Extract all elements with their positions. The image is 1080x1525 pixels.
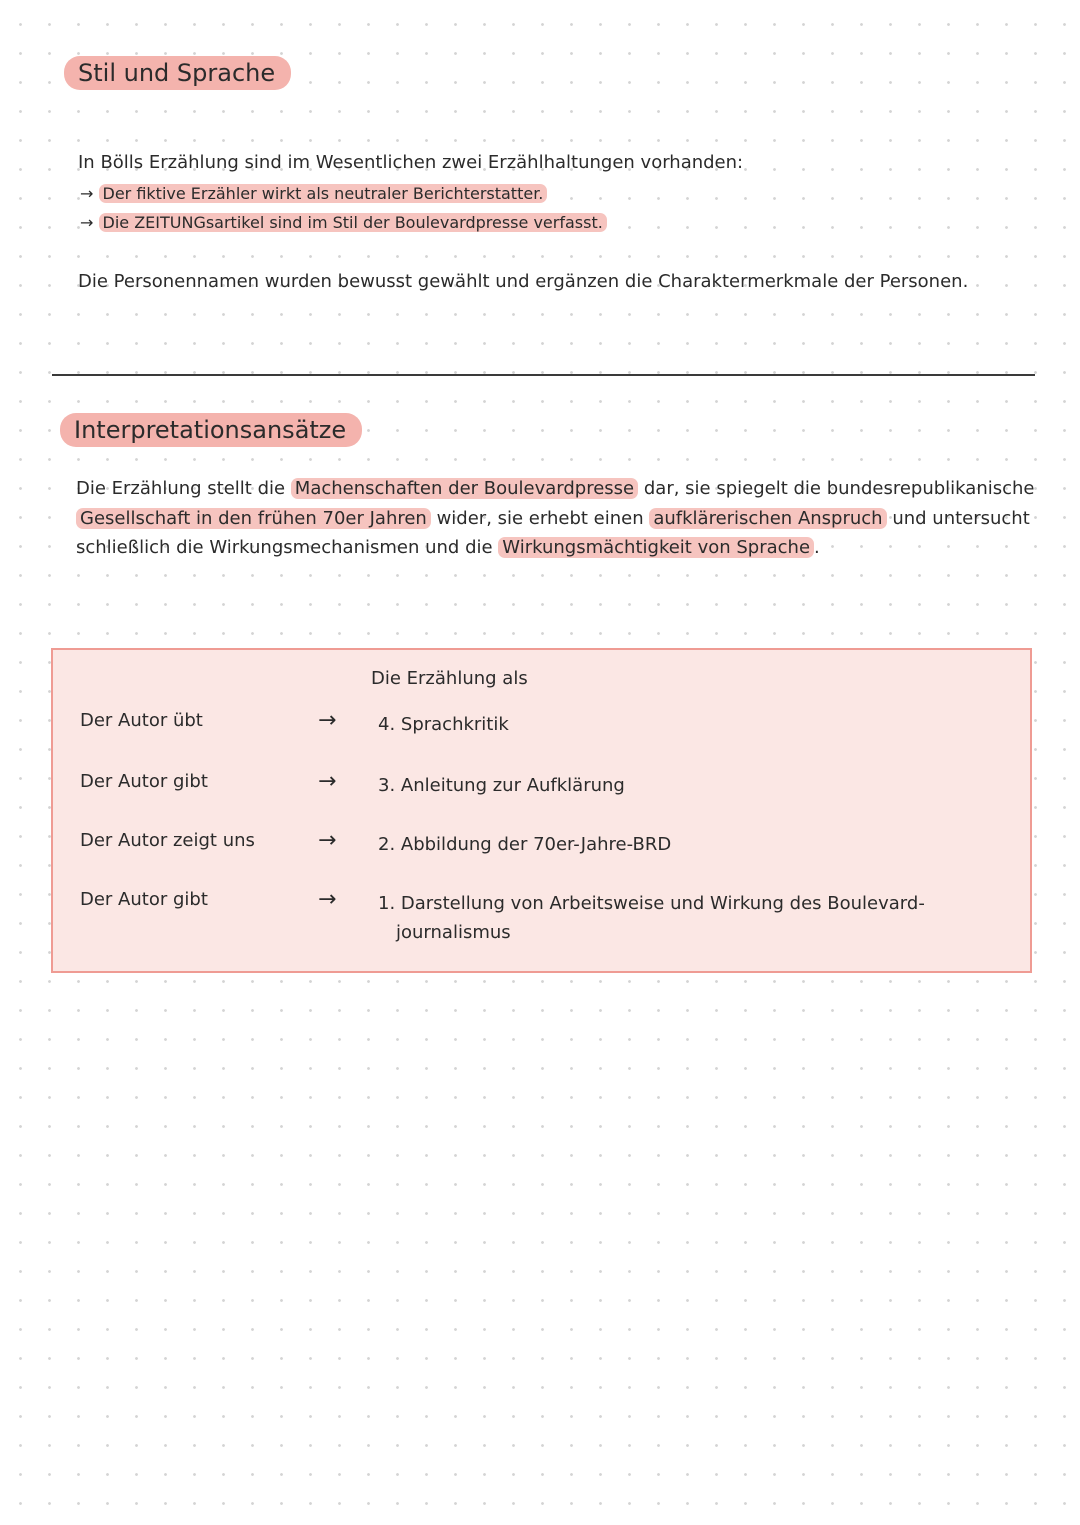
bullet-text: Der fiktive Erzähler wirkt als neutraler Berichterstatter. <box>99 184 548 203</box>
row-right-continuation: journalismus <box>396 922 511 943</box>
highlighted-text: aufklärerischen Anspruch <box>649 508 886 529</box>
row-right-text <box>378 889 1018 947</box>
bullet-text: Die ZEITUNGsartikel sind im Stil der Boulevardpresse verfasst. <box>99 213 607 232</box>
bullet-item <box>80 208 607 237</box>
names-text: Die Personennamen wurden bewusst gewählt und ergänzen die Charaktermerkmale der Personen. <box>78 271 969 292</box>
intro-text: In Bölls Erzählung sind im Wesentlichen zwei Erzählhaltungen vorhanden: <box>78 152 744 173</box>
highlighted-text: Wirkungsmächtigkeit von Sprache <box>498 537 814 558</box>
section-heading-stil-und-sprache: Stil und Sprache <box>64 56 291 90</box>
paragraph-text: und untersucht schließlich die Wirkungsmechanismen und die <box>76 507 1030 558</box>
row-right-text: 4. Sprachkritik <box>378 714 509 735</box>
highlighted-text: Machenschaften der Boulevardpresse <box>291 478 638 499</box>
summary-box-heading: Die Erzählung als <box>371 668 528 689</box>
paragraph-text: wider, sie erhebt einen <box>430 507 650 529</box>
arrow-right-icon: → <box>80 213 94 232</box>
arrow-right-icon: → <box>80 184 94 203</box>
row-left-label: Der Autor übt <box>80 710 203 731</box>
paragraph-text: dar, sie spiegelt die bundesrepublikanische <box>638 478 1035 499</box>
arrow-right-icon: → <box>318 828 337 853</box>
section-heading-interpretationsansaetze: Interpretationsansätze <box>60 413 362 447</box>
paragraph-text: Die Erzählung stellt die <box>76 478 291 499</box>
section-divider <box>52 374 1035 376</box>
arrow-right-icon: → <box>318 769 337 794</box>
row-right-text: 2. Abbildung der 70er-Jahre-BRD <box>378 834 672 855</box>
interpretation-paragraph <box>76 474 1036 563</box>
row-right-text: 3. Anleitung zur Aufklärung <box>378 775 625 796</box>
arrow-right-icon: → <box>318 887 337 912</box>
bullet-item <box>80 179 547 208</box>
row-left-label: Der Autor gibt <box>80 889 208 910</box>
row-left-label: Der Autor zeigt uns <box>80 830 255 851</box>
row-left-label: Der Autor gibt <box>80 771 208 792</box>
highlighted-text: Gesellschaft in den frühen 70er Jahren <box>76 508 431 529</box>
arrow-right-icon: → <box>318 708 337 733</box>
paragraph-text: . <box>814 537 820 558</box>
row-right-line: 1. Darstellung von Arbeitsweise und Wirkung des Boulevard- <box>378 893 925 914</box>
